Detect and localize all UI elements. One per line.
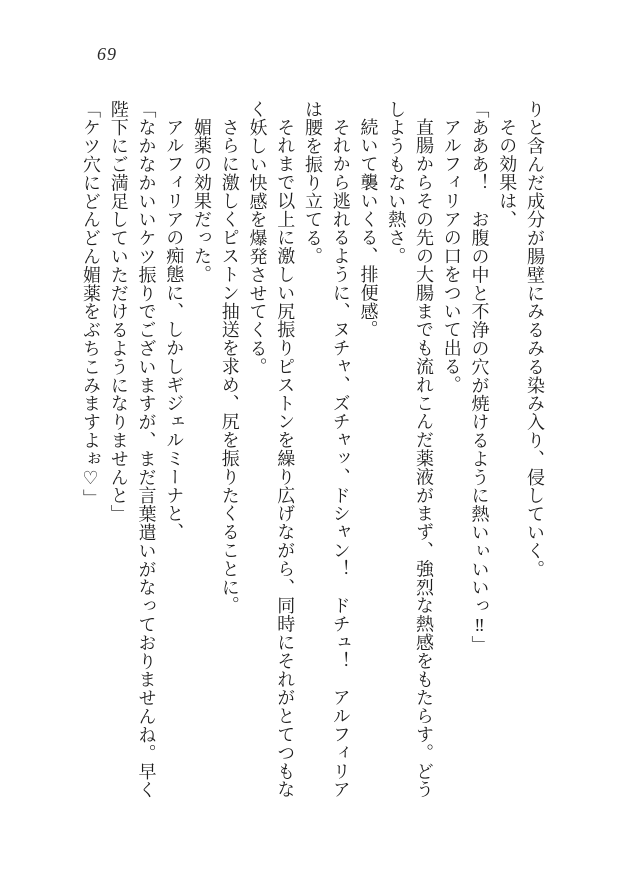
paragraph: 「ケツ穴にどんどん媚薬をぶちこみますよぉ♡」	[81, 100, 101, 508]
text-block	[72, 100, 548, 801]
paragraph: アルフィリアの口をついて出る。	[441, 118, 462, 394]
paragraph: りと含んだ成分が腸壁にみるみる染み入り、侵していく。	[525, 100, 545, 579]
paragraph: 「なかなかいいケツ振りでございますが、まだ言葉遣いがなっておりませんね。早く陛下にご満足していただけるようになりませんと」	[108, 100, 157, 800]
paragraph: 媚薬の効果だった。	[192, 118, 212, 284]
page-number: 69	[97, 44, 117, 64]
paragraph: その効果は、	[497, 118, 518, 229]
paragraph: それから逃れるように、ヌチャ、ズチャッ、ドシャン！ ドチュ！ アルフィリアは腰を振り立てる。	[303, 100, 351, 799]
paragraph: 「あああ！ お腹の中と不浄の穴が焼けるように熱いぃいいっ‼」	[469, 100, 490, 654]
paragraph: 直腸からその先の大腸までも流れこんだ薬液がまず、強烈な熱感をもたらす。どうしようもない熱さ。	[386, 100, 434, 799]
paragraph: それまで以上に激しい尻振りピストンを繰り広げながら、同時にそれがとてつもなく妖しい快感を爆発させてくる。	[247, 100, 296, 799]
paragraph: 続いて襲いくる、排便感。	[358, 118, 379, 339]
paragraph: さらに激しくピストン抽送を求め、尻を振りたくることに。	[219, 118, 240, 615]
paragraph: アルフィリアの痴態に、しかしギジェルミーナと、	[164, 118, 185, 542]
